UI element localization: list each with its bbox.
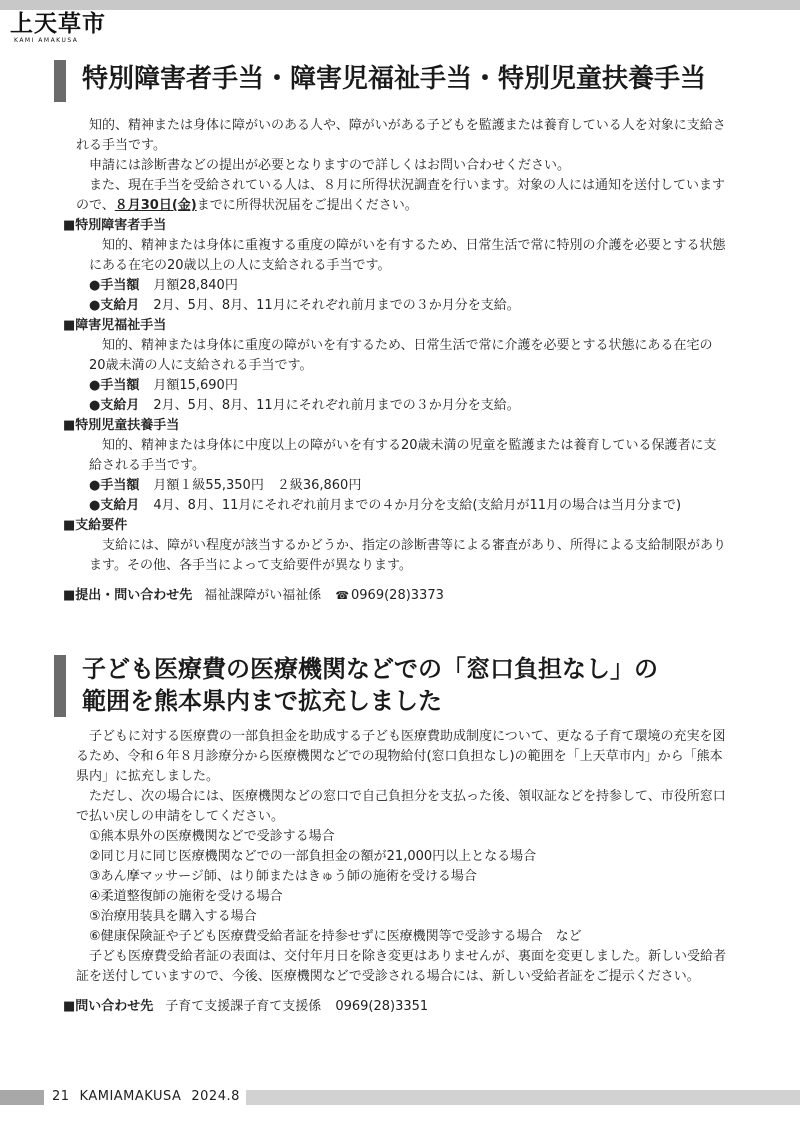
- description: 支給には、障がい程度が該当するかどうか、指定の診断書等による審査があり、所得による支給制限があります。その他、各手当によって支給要件が異なります。: [89, 538, 727, 573]
- amount-row: [76, 476, 726, 496]
- subheading-child: ■障害児福祉手当: [63, 318, 167, 333]
- payment-row: [76, 496, 726, 516]
- description: 知的、精神または身体に重複する重度の障がいを有するため、日常生活で常に特別の介護を必要とする状態にある在宅の20歳以上の人に支給される手当です。: [89, 238, 726, 273]
- section-marker: [54, 60, 66, 102]
- section-title: 特別障害者手当・障害児福祉手当・特別児童扶養手当: [82, 64, 707, 94]
- issue-date: 2024.8: [191, 1089, 240, 1104]
- intro-text: までに所得状況届をご提出ください。: [196, 198, 418, 213]
- logo-wordmark: 上天草市: [10, 10, 106, 37]
- page-number: 21: [52, 1089, 70, 1104]
- intro-paragraph: [76, 176, 726, 216]
- allowance-section: [54, 60, 734, 620]
- payment-value: 4月、8月、11月にそれぞれ前月までの４か月分を支給(支給月が11月の場合は当月分まで): [153, 498, 682, 513]
- footer-bar: [246, 1090, 800, 1105]
- description: 知的、精神または身体に中度以上の障がいを有する20歳未満の児童を監護または養育している保護者に支給される手当です。: [89, 438, 717, 473]
- contact-label: ■提出・問い合わせ先: [63, 588, 193, 603]
- intro-text: また、現在手当を受給されている人は、８月に所得状況調査を行います。対象の人には通知を送付していますので、: [76, 178, 725, 213]
- case-item: ⑤治療用装具を購入する場合: [89, 909, 257, 924]
- amount-label: ●手当額: [89, 378, 140, 393]
- amount-row: [76, 376, 726, 396]
- phone-icon: ☎: [335, 589, 350, 602]
- payment-label: ●支給月: [89, 298, 140, 313]
- payment-row: [76, 296, 726, 316]
- logo-subtext: KAMI AMAKUSA: [14, 37, 79, 44]
- amount-label: ●手当額: [89, 278, 140, 293]
- payment-value: 2月、5月、8月、11月にそれぞれ前月までの３か月分を支給。: [153, 398, 520, 413]
- section-body: [63, 116, 727, 606]
- case-item: ④柔道整復師の施術を受ける場合: [89, 889, 283, 904]
- city-logo: [10, 10, 120, 46]
- amount-value: 月額15,690円: [153, 378, 238, 393]
- case-item: ①熊本県外の医療機関などで受診する場合: [89, 829, 335, 844]
- contact-department: 福祉課障がい福祉係: [204, 588, 322, 603]
- contact-phone: 0969(28)3373: [351, 588, 444, 603]
- paragraph: ただし、次の場合には、医療機関などの窓口で自己負担分を支払った後、領収証などを持参して、市役所窓口で払い戻しの申請をしてください。: [76, 789, 726, 824]
- contact-line: [63, 586, 726, 606]
- contact-department: 子育て支援課子育て支援係: [165, 999, 322, 1014]
- intro-paragraph: 知的、精神または身体に障がいのある人や、障がいがある子どもを監護または養育している人を対象に支給される手当です。: [76, 118, 726, 153]
- magazine-name: KAMIAMAKUSA: [79, 1089, 182, 1104]
- footer: [52, 1089, 250, 1105]
- case-item: ③あん摩マッサージ師、はり師またはきゅう師の施術を受ける場合: [89, 869, 477, 884]
- subheading-rearing: ■特別児童扶養手当: [63, 418, 180, 433]
- amount-value: 月額28,840円: [153, 278, 238, 293]
- amount-label: ●手当額: [89, 478, 140, 493]
- intro-paragraph: 申請には診断書などの提出が必要となりますので詳しくはお問い合わせください。: [89, 158, 571, 173]
- case-item: ②同じ月に同じ医療機関などでの一部負担金の額が21,000円以上となる場合: [89, 849, 537, 864]
- section-body: [63, 727, 727, 1017]
- payment-value: 2月、5月、8月、11月にそれぞれ前月までの３か月分を支給。: [153, 298, 520, 313]
- amount-value: 月額１級55,350円 ２級36,860円: [153, 478, 362, 493]
- description: 知的、精神または身体に重度の障がいを有するため、日常生活で常に介護を必要とする状態にある在宅の20歳未満の人に支給される手当です。: [89, 338, 713, 373]
- payment-label: ●支給月: [89, 498, 140, 513]
- contact-label: ■問い合わせ先: [63, 999, 154, 1014]
- payment-row: [76, 396, 726, 416]
- case-item: ⑥健康保険証や子ども医療費受給者証を持参せずに医療機関等で受診する場合 など: [89, 929, 582, 944]
- contact-phone: 0969(28)3351: [335, 999, 429, 1014]
- section-title-line2: 範囲を熊本県内まで拡充しました: [82, 687, 442, 715]
- section-marker: [54, 655, 66, 717]
- subheading-special: ■特別障害者手当: [63, 218, 167, 233]
- payment-label: ●支給月: [89, 398, 140, 413]
- contact-line: [63, 997, 726, 1017]
- subheading-requirements: ■支給要件: [63, 518, 128, 533]
- footer-bar: [0, 1090, 44, 1105]
- top-bar: [0, 0, 800, 10]
- paragraph: 子ども医療費受給者証の表面は、交付年月日を除き変更はありませんが、裏面を変更しました。新しい受給者証を送付していますので、今後、医療機関などで受診される場合には、新しい受給者証をご提示ください。: [76, 949, 727, 984]
- section-title-line1: 子ども医療費の医療機関などでの「窓口負担なし」の: [82, 655, 658, 683]
- deadline-date: ８月30日(金): [114, 198, 197, 213]
- medical-section: [54, 655, 734, 1055]
- amount-row: [76, 276, 726, 296]
- paragraph: 子どもに対する医療費の一部負担金を助成する子ども医療費助成制度について、更なる子育て環境の充実を図るため、令和６年８月診療分から医療機関などでの現物給付(窓口負担なし)の範囲を「上天草市内」から「熊本県内」に拡充しました。: [76, 729, 726, 784]
